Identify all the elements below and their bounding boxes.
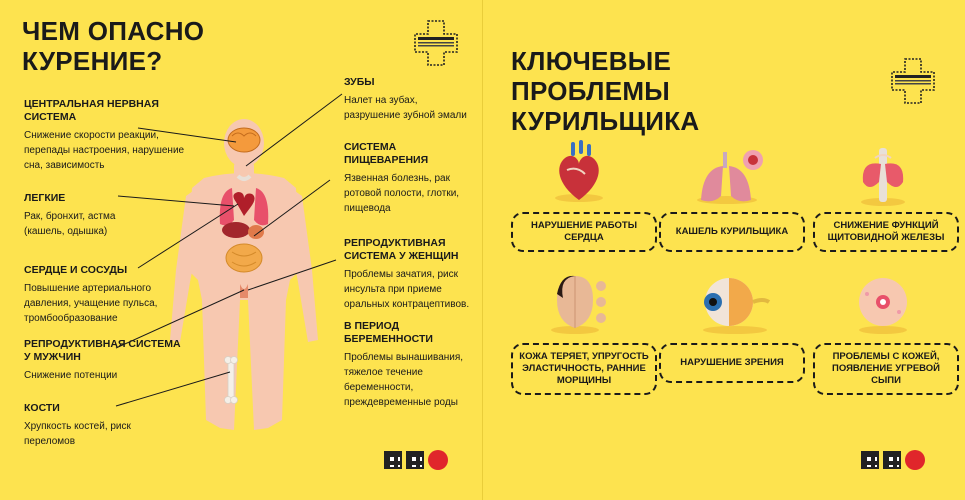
problem-cough-pill <box>659 212 805 252</box>
problem-vision-pill <box>659 343 805 383</box>
info-lungs-title: ЛЕГКИЕ <box>24 192 66 204</box>
right-page <box>483 0 965 500</box>
thyroid-icon <box>857 144 909 208</box>
problem-heart-pill <box>511 212 657 252</box>
lungs-icon <box>695 146 767 206</box>
info-bones <box>24 402 154 449</box>
right-title: КЛЮЧЕВЫЕ ПРОБЛЕМЫ КУРИЛЬЩИКА <box>511 46 700 136</box>
info-male-title: РЕПРОДУКТИВНАЯ СИСТЕМА У МУЖЧИН <box>24 338 181 363</box>
info-heart-text: Повышение артериального давления, учащение пульса, тромбообразование <box>24 283 158 324</box>
info-pregnancy-text: Проблемы вынашивания, тяжелое течение беременности, преждевременные роды <box>344 352 464 408</box>
info-cns-title: ЦЕНТРАЛЬНАЯ НЕРВНАЯ СИСТЕМА <box>24 98 159 123</box>
info-digest <box>344 141 474 216</box>
info-teeth-text: Налет на зубах, разрушение зубной эмали <box>344 95 467 121</box>
info-female-text: Проблемы зачатия, риск инсульта при приеме оральных контрацептивов. <box>344 269 470 310</box>
problem-cough-label: КАШЕЛЬ КУРИЛЬЩИКА <box>675 226 789 237</box>
eye-icon <box>695 274 771 334</box>
liver-icon <box>222 222 250 238</box>
info-teeth <box>344 76 474 123</box>
qr-code-icon[interactable] <box>883 451 901 469</box>
problem-heart-label: НАРУШЕНИЕ РАБОТЫ СЕРДЦА <box>530 220 638 243</box>
intestines-icon <box>226 244 262 272</box>
brain-icon <box>228 128 260 152</box>
skin-icon <box>855 276 913 334</box>
left-title: ЧЕМ ОПАСНО КУРЕНИЕ? <box>22 16 205 76</box>
info-cns <box>24 98 204 173</box>
info-pregnancy-title: В ПЕРИОД БЕРЕМЕННОСТИ <box>344 320 433 345</box>
info-digest-title: СИСТЕМА ПИЩЕВАРЕНИЯ <box>344 141 429 166</box>
info-pregnancy <box>344 320 474 410</box>
right-footer <box>861 450 925 470</box>
qr-code-icon[interactable] <box>384 451 402 469</box>
info-male-text: Снижение потенции <box>24 370 118 381</box>
stomach-icon <box>248 225 264 239</box>
qr-code-icon[interactable] <box>406 451 424 469</box>
info-heart-title: СЕРДЦЕ И СОСУДЫ <box>24 264 128 276</box>
left-footer <box>384 450 448 470</box>
info-female-title: РЕПРОДУКТИВНАЯ СИСТЕМА У ЖЕНЩИН <box>344 237 459 262</box>
info-female <box>344 237 478 312</box>
left-page <box>0 0 482 500</box>
info-lungs-text: Рак, бронхит, астма (кашель, одышка) <box>24 211 116 237</box>
brand-badge-icon <box>428 450 448 470</box>
problem-thyroid-label: СНИЖЕНИЕ ФУНКЦИЙ ЩИТОВИДНОЙ ЖЕЛЕЗЫ <box>827 220 945 243</box>
problem-vision-label: НАРУШЕНИЕ ЗРЕНИЯ <box>680 357 784 368</box>
problem-acne-pill <box>813 343 959 395</box>
qr-code-icon[interactable] <box>861 451 879 469</box>
logo-cross-icon <box>891 58 935 104</box>
problem-thyroid-pill <box>813 212 959 252</box>
problem-skin-elasticity-pill <box>511 343 657 395</box>
info-lungs <box>24 192 154 239</box>
info-teeth-title: ЗУБЫ <box>344 76 375 88</box>
info-heart <box>24 264 194 326</box>
info-male <box>24 338 184 383</box>
problem-acne-label: ПРОБЛЕМЫ С КОЖЕЙ, ПОЯВЛЕНИЕ УГРЕВОЙ СЫПИ <box>831 351 941 386</box>
heart-icon <box>551 140 607 204</box>
info-bones-title: КОСТИ <box>24 402 60 414</box>
info-bones-text: Хрупкость костей, риск переломов <box>24 421 131 447</box>
info-cns-text: Снижение скорости реакции, перепады настроения, нарушение сна, зависимость <box>24 130 185 171</box>
info-digest-text: Язвенная болезнь, рак ротовой полости, глотки, пищевода <box>344 173 460 214</box>
brand-badge-icon <box>905 450 925 470</box>
face-icon <box>547 272 609 334</box>
problem-skin-elasticity-label: КОЖА ТЕРЯЕТ, УПРУГОСТЬ ЭЛАСТИЧНОСТЬ, РАННИЕ МОРЩИНЫ <box>519 351 649 386</box>
